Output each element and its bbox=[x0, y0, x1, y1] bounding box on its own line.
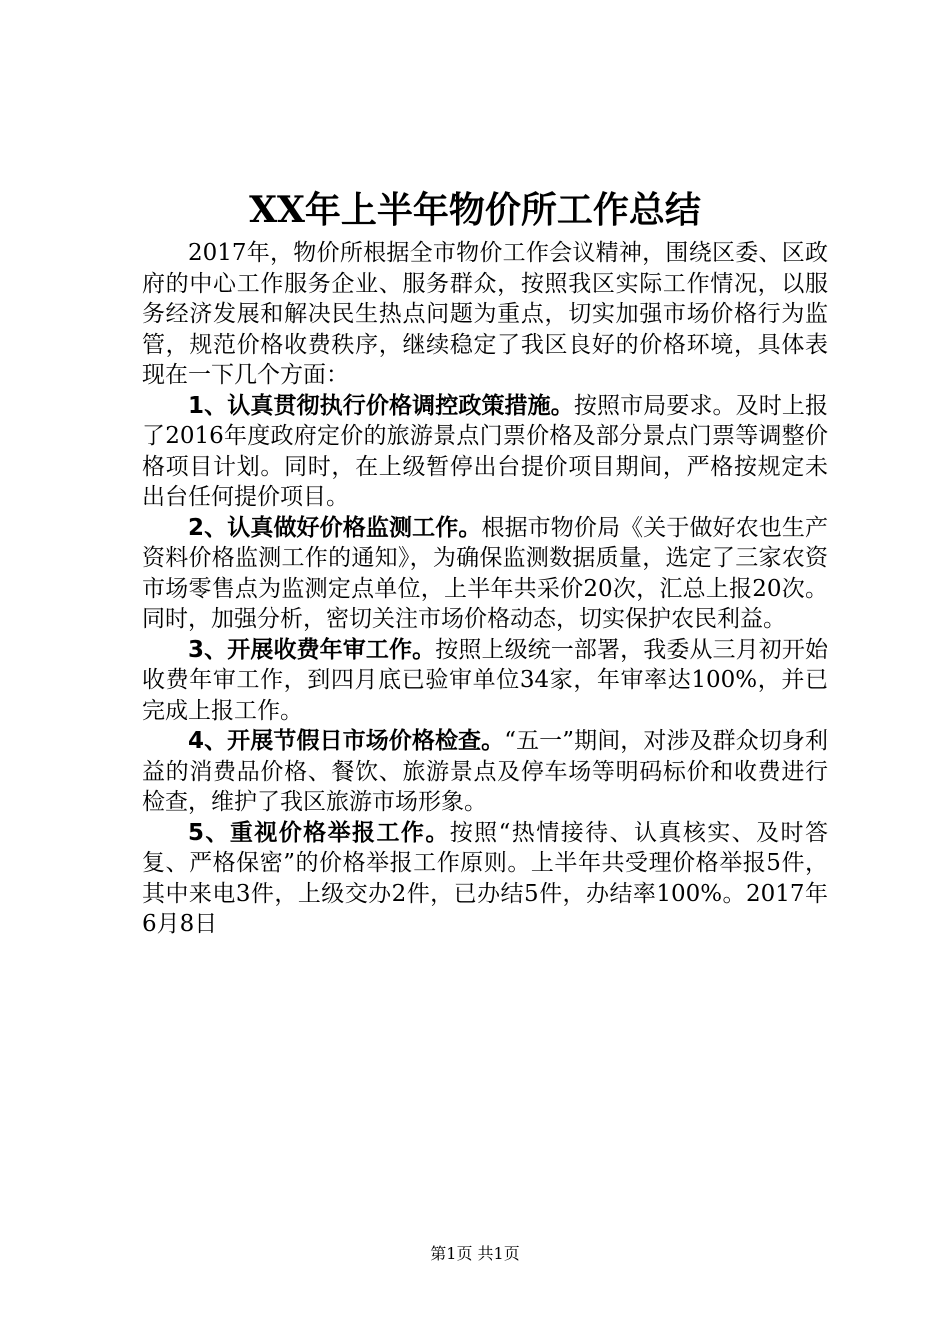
item-heading: 5、重视价格举报工作。 bbox=[188, 819, 450, 846]
item-text: 按照“热情接待、认真核实、及时答复、严格保密”的价格举报工作原则。上半年共受理价格举报5件，其中来电3件，上级交办2件，已办结5件，办结率100%。2017年6月8日 bbox=[142, 819, 828, 937]
item-heading: 3、开展收费年审工作。 bbox=[188, 636, 436, 663]
item-paragraph-1 bbox=[142, 391, 828, 513]
item-heading: 2、认真做好价格监测工作。 bbox=[188, 514, 482, 541]
intro-paragraph: 2017年，物价所根据全市物价工作会议精神，围绕区委、区政府的中心工作服务企业、服务群众，按照我区实际工作情况，以服务经济发展和解决民生热点问题为重点，切实加强市场价格行为监管，规范价格收费秩序，继续稳定了我区良好的价格环境，具体表现在一下几个方面： bbox=[142, 240, 828, 388]
item-text: “五一”期间，对涉及群众切身利益的消费品价格、餐饮、旅游景点及停车场等明码标价和收费进行检查，维护了我区旅游市场形象。 bbox=[142, 728, 828, 815]
item-paragraph-2 bbox=[142, 513, 828, 635]
item-paragraph-5 bbox=[142, 818, 828, 940]
page-footer: 第1页 共1页 bbox=[430, 1244, 520, 1263]
item-text: 根据市物价局《关于做好农也生产资料价格监测工作的通知》，为确保监测数据质量，选定了三家农资市场零售点为监测定点单位，上半年共采价20次，汇总上报20次。同时，加强分析，密切关注市场价格动态，切实保护农民利益。 bbox=[142, 514, 829, 632]
item-paragraph-4 bbox=[142, 726, 828, 818]
item-paragraph-3 bbox=[142, 635, 828, 727]
document-title: XX年上半年物价所工作总结 bbox=[249, 189, 701, 231]
item-text: 按照上级统一部署，我委从三月初开始收费年审工作，到四月底已验审单位34家，年审率达100%，并已完成上报工作。 bbox=[142, 636, 829, 724]
item-text: 按照市局要求。及时上报了2016年度政府定价的旅游景点门票价格及部分景点门票等调整价格项目计划。同时，在上级暂停出台提价项目期间，严格按规定未出台任何提价项目。 bbox=[142, 392, 828, 510]
item-heading: 1、认真贯彻执行价格调控政策措施。 bbox=[188, 392, 574, 419]
document-body bbox=[142, 238, 828, 940]
item-heading: 4、开展节假日市场价格检查。 bbox=[188, 728, 505, 754]
